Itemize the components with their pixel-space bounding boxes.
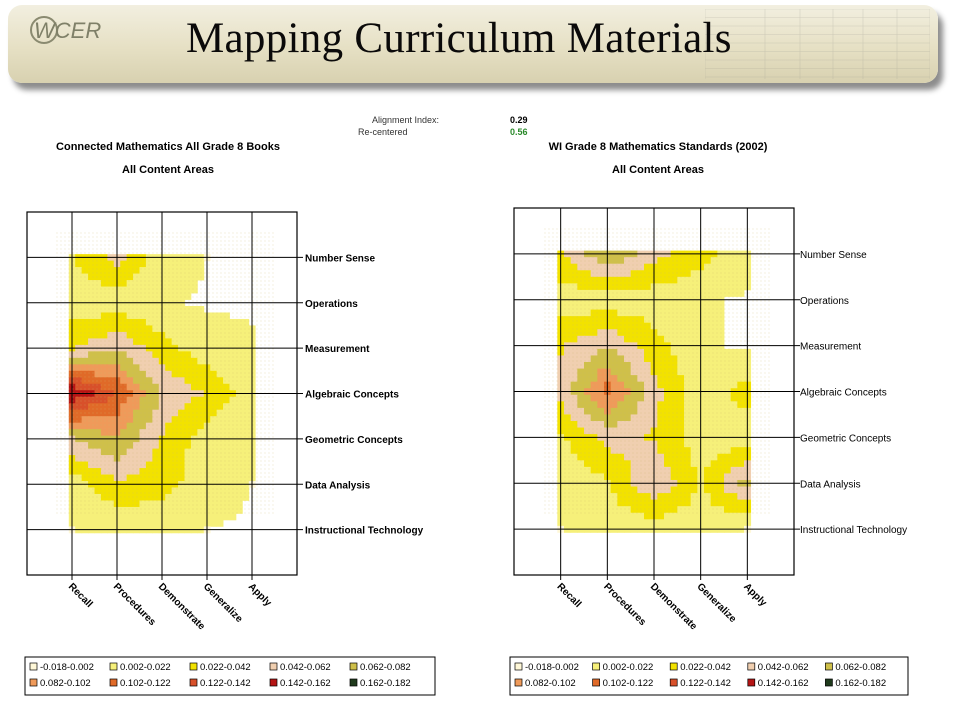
heatmap-cell	[210, 520, 217, 527]
chart-subtitle: All Content Areas	[122, 164, 214, 176]
legend-label: 0.162-0.182	[835, 678, 887, 689]
legend-label: 0.102-0.122	[120, 678, 171, 689]
legend-label: 0.042-0.062	[280, 662, 331, 673]
heatmap-cell	[677, 519, 684, 526]
y-tick-label: Measurement	[800, 341, 862, 353]
legend-swatch	[670, 663, 677, 670]
heatmap-cell	[564, 519, 571, 526]
heatmap-cell	[107, 520, 114, 527]
legend-label: 0.082-0.102	[525, 678, 576, 689]
heatmap-cell	[624, 519, 631, 526]
chart-1	[25, 141, 435, 695]
heatmap-cell	[644, 519, 651, 526]
heatmap-cell	[631, 519, 638, 526]
heatmap-cell	[724, 519, 731, 526]
legend-label: 0.062-0.082	[835, 662, 887, 673]
heatmap-cell	[165, 520, 172, 527]
legend-label: 0.022-0.042	[200, 662, 251, 673]
legend-label: 0.082-0.102	[40, 678, 91, 689]
x-tick-label: Generalize	[200, 581, 245, 625]
legend-label: 0.122-0.142	[200, 678, 251, 689]
legend-swatch	[190, 679, 197, 686]
heatmap-cell	[684, 519, 691, 526]
legend-swatch	[748, 663, 755, 670]
heatmap-cell	[101, 520, 108, 527]
legend-swatch	[825, 663, 832, 670]
heatmap-cell	[120, 520, 127, 527]
chart-2	[510, 141, 908, 695]
alignment-index-label: Alignment Index:	[372, 115, 440, 125]
heatmap-cell	[591, 519, 598, 526]
y-tick-label: Number Sense	[305, 253, 376, 265]
legend-swatch	[515, 679, 522, 686]
legend-swatch	[593, 663, 600, 670]
y-tick-label: Algebraic Concepts	[800, 387, 887, 399]
heatmap-cell	[82, 520, 89, 527]
recentered-value: 0.56	[510, 127, 528, 137]
heatmap-cell	[152, 520, 159, 527]
legend-swatch	[270, 679, 277, 686]
legend-label: 0.102-0.122	[602, 678, 654, 689]
heatmap-cell	[717, 519, 724, 526]
heatmap-cell	[197, 520, 204, 527]
x-tick-label: Generalize	[694, 581, 739, 625]
x-tick-label: Procedures	[601, 581, 648, 629]
legend-label: -0.018-0.002	[525, 662, 579, 673]
heatmap-cell	[737, 519, 744, 526]
legend-swatch	[30, 663, 37, 670]
legend	[25, 657, 435, 695]
legend-label: 0.002-0.022	[120, 662, 171, 673]
legend-label: 0.122-0.142	[680, 678, 731, 689]
chart-subtitle: All Content Areas	[612, 164, 704, 176]
heatmap-cell	[88, 520, 95, 527]
y-tick-label: Number Sense	[800, 249, 867, 261]
legend-swatch	[748, 679, 755, 686]
texture-overlay	[542, 226, 771, 515]
heatmap-cell	[146, 520, 153, 527]
heatmap-cell	[577, 519, 584, 526]
heatmap-cell	[704, 519, 711, 526]
y-tick-label: Geometric Concepts	[800, 433, 892, 445]
chart-title: Connected Mathematics All Grade 8 Books	[56, 141, 280, 153]
legend-label: 0.142-0.162	[280, 678, 331, 689]
x-tick-label: Recall	[554, 581, 584, 610]
heatmap-cell	[671, 519, 678, 526]
legend-swatch	[593, 679, 600, 686]
y-tick-label: Data Analysis	[305, 480, 371, 492]
heatmap-cell	[657, 519, 664, 526]
y-tick-label: Geometric Concepts	[305, 434, 403, 446]
x-tick-label: Procedures	[110, 581, 158, 629]
chart-title: WI Grade 8 Mathematics Standards (2002)	[548, 141, 768, 153]
heatmap-cell	[584, 519, 591, 526]
heatmap-cell	[691, 519, 698, 526]
legend-swatch	[270, 663, 277, 670]
page-title: Mapping Curriculum Materials	[186, 15, 732, 62]
legend-label: 0.142-0.162	[757, 678, 809, 689]
x-tick-label: Apply	[245, 581, 274, 609]
legend-swatch	[350, 679, 357, 686]
legend-swatch	[110, 663, 117, 670]
x-tick-label: Demonstrate	[647, 581, 699, 633]
x-tick-label: Recall	[65, 581, 95, 610]
legend-swatch	[825, 679, 832, 686]
heatmap-cell	[185, 520, 192, 527]
y-tick-label: Operations	[305, 298, 358, 310]
heatmap-cell	[637, 519, 644, 526]
legend-label: 0.022-0.042	[680, 662, 731, 673]
legend	[510, 657, 908, 695]
heatmap-cell	[217, 520, 224, 527]
legend-label: 0.042-0.062	[757, 662, 809, 673]
legend-swatch	[110, 679, 117, 686]
legend-label: 0.162-0.182	[360, 678, 411, 689]
y-tick-label: Algebraic Concepts	[305, 389, 399, 401]
legend-label: 0.002-0.022	[602, 662, 654, 673]
recentered-label: Re-centered	[358, 127, 408, 137]
y-tick-label: Data Analysis	[800, 479, 861, 491]
legend-swatch	[670, 679, 677, 686]
heatmap-cell	[664, 519, 671, 526]
legend-swatch	[30, 679, 37, 686]
heatmap-cell	[127, 520, 134, 527]
legend-label: -0.018-0.002	[40, 662, 94, 673]
heatmap-cell	[571, 519, 578, 526]
heatmap-cell	[617, 519, 624, 526]
heatmap-cell	[731, 519, 738, 526]
y-tick-label: Instructional Technology	[305, 525, 424, 537]
legend-label: 0.062-0.082	[360, 662, 411, 673]
heatmap-cell	[140, 520, 147, 527]
heatmap-cell	[172, 520, 179, 527]
svg-text:WCER: WCER	[34, 18, 102, 43]
x-tick-label: Apply	[741, 581, 769, 609]
y-tick-label: Operations	[800, 295, 849, 307]
heatmap-cell	[178, 520, 185, 527]
y-tick-label: Measurement	[305, 344, 370, 356]
alignment-index-value: 0.29	[510, 115, 528, 125]
texture-overlay	[54, 230, 275, 516]
heatmap-cell	[611, 519, 618, 526]
legend-swatch	[515, 663, 522, 670]
y-tick-label: Instructional Technology	[800, 525, 908, 537]
heatmap-cell	[75, 520, 82, 527]
x-tick-label: Demonstrate	[155, 581, 207, 633]
heatmap-cell	[597, 519, 604, 526]
legend-swatch	[350, 663, 357, 670]
heatmap-cell	[711, 519, 718, 526]
heatmap-cell	[95, 520, 102, 527]
heatmap-cell	[133, 520, 140, 527]
heatmap-cell	[191, 520, 198, 527]
legend-swatch	[190, 663, 197, 670]
